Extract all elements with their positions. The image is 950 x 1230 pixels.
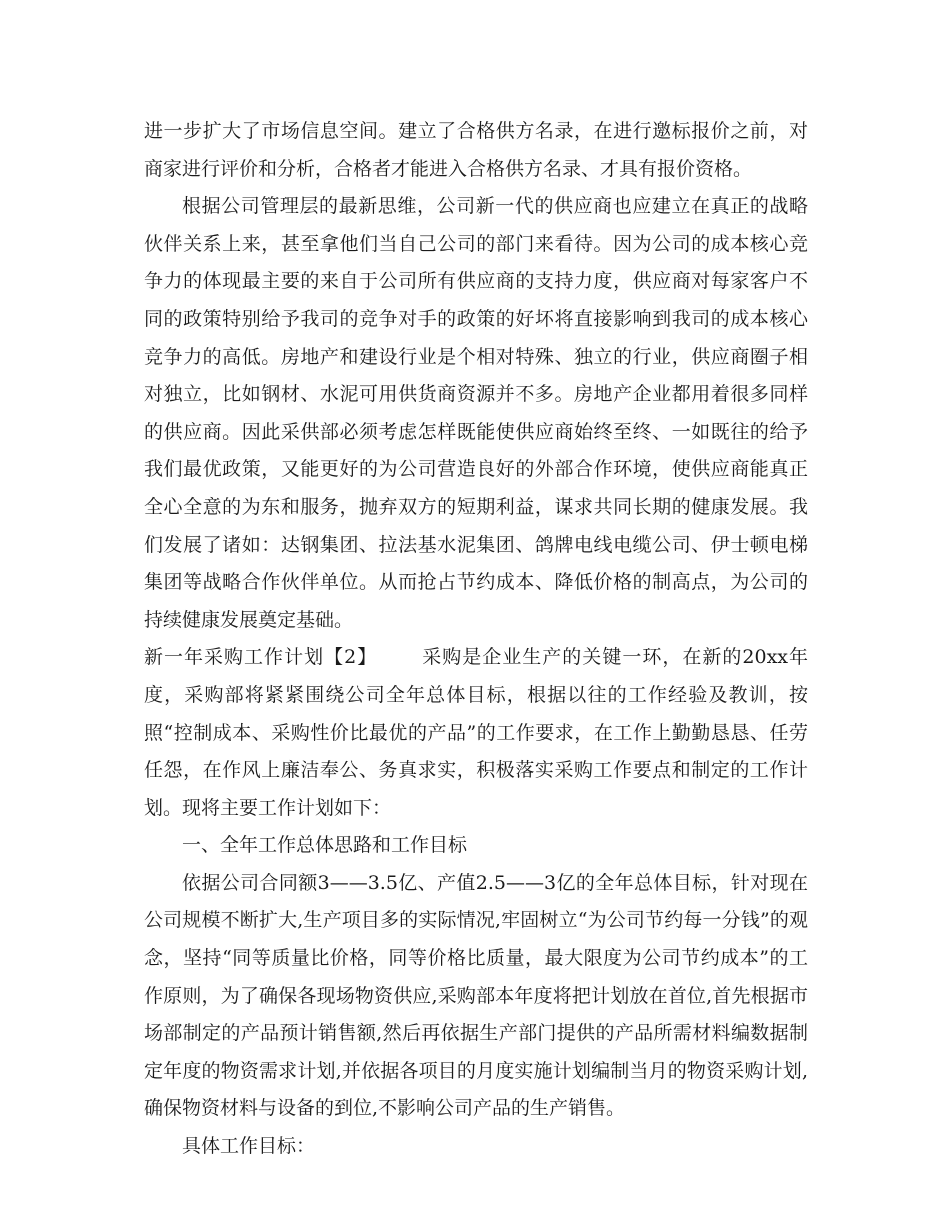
subsection-heading-overall-goals: 一、全年工作总体思路和工作目标	[182, 834, 468, 857]
paragraph-supplier-directory: 进一步扩大了市场信息空间。建立了合格供方名录，在进行邀标报价之前，对商家进行评价和分析，合格者才能进入合格供方名录、才具有报价资格。	[144, 120, 808, 180]
paragraph-plan-intro	[144, 639, 808, 827]
document-body	[144, 113, 808, 1166]
subsection-heading-specific-goals: 具体工作目标：	[182, 1135, 316, 1158]
paragraph-plan-intro-text: 采购是企业生产的关键一环，在新的20xx年度，采购部将紧紧围绕公司全年总体目标，根据以往的工作经验及教训，按照“控制成本、采购性价比最优的产品”的工作要求，在工作上勤勤恳恳、任劳任怨，在作风上廉洁奉公、务真求实，积极落实采购工作要点和制定的工作计划。现将主要工作计划如下：	[144, 646, 809, 819]
paragraph-strategic-partners: 根据公司管理层的最新思维，公司新一代的供应商也应建立在真正的战略伙伴关系上来，甚至拿他们当自己公司的部门来看待。因为公司的成本核心竞争力的体现最主要的来自于公司所有供应商的支持力度，供应商对每家客户不同的政策特别给予我司的竞争对手的政策的好坏将直接影响到我司的成本核心竞争力的高低。房地产和建设行业是个相对特殊、独立的行业，供应商圈子相对独立，比如钢材、水泥可用供货商资源并不多。房地产企业都用着很多同样的供应商。因此采供部必须考虑怎样既能使供应商始终至终、一如既往的给予我们最优政策，又能更好的为公司营造良好的外部合作环境，使供应商能真正全心全意的为东和服务，抛弃双方的短期利益，谋求共同长期的健康发展。我们发展了诸如：达钢集团、拉法基水泥集团、鸽牌电线电缆公司、伊士顿电梯集团等战略合作伙伴单位。从而抢占节约成本、降低价格的制高点，为公司的持续健康发展奠定基础。	[144, 195, 808, 631]
paragraph-overall-goals: 依据公司合同额3——3.5亿、产值2.5——3亿的全年总体目标，针对现在公司规模不断扩大,生产项目多的实际情况,牢固树立“为公司节约每一分钱”的观念，坚持“同等质量比价格，同等价格比质量，最大限度为公司节约成本”的工作原则，为了确保各现场物资供应,采购部本年度将把计划放在首位,首先根据市场部制定的产品预计销售额,然后再依据生产部门提供的产品所需材料编数据制定年度的物资需求计划,并依据各项目的月度实施计划编制当月的物资采购计划,确保物资材料与设备的到位,不影响公司产品的生产销售。	[144, 871, 808, 1120]
section-heading: 新一年采购工作计划【2】	[144, 646, 378, 669]
